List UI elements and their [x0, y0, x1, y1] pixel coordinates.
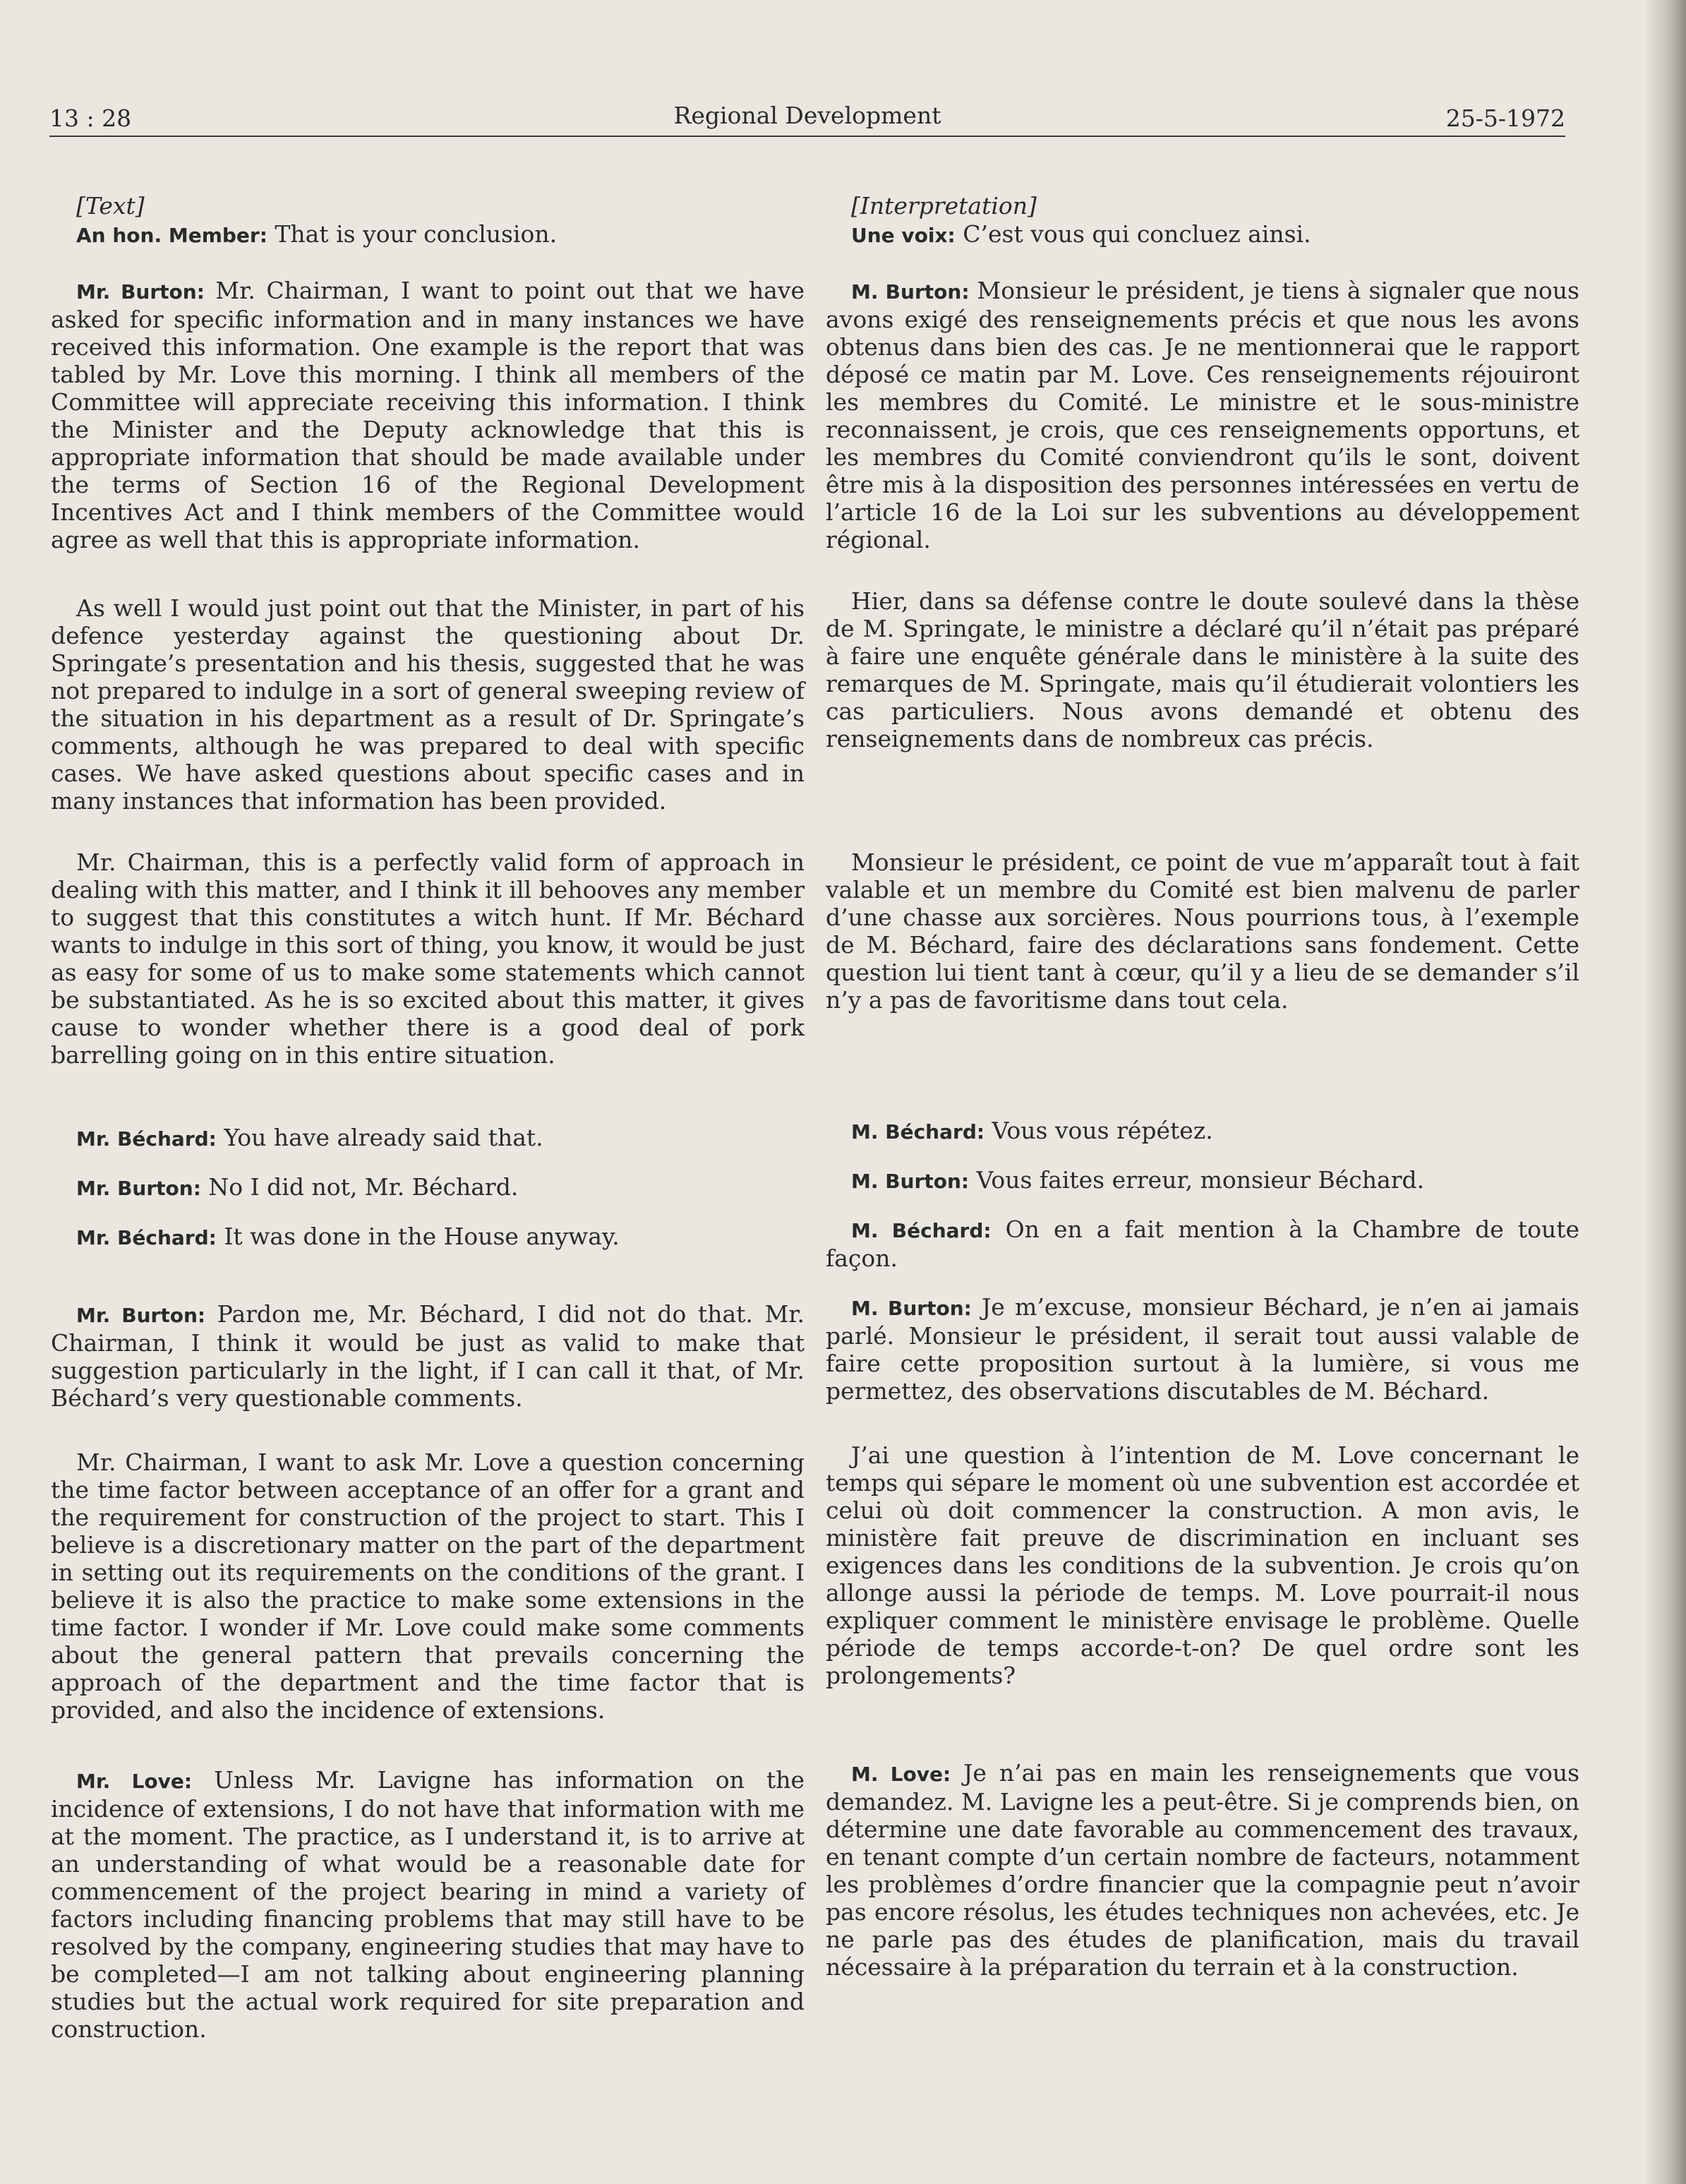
speaker-label: M. Burton: — [851, 280, 970, 304]
speech-text: C’est vous qui concluez ainsi. — [955, 220, 1311, 248]
french-marker-block — [826, 192, 1579, 220]
speaker-label: Mr. Burton: — [76, 280, 205, 304]
speaker-label: M. Burton: — [851, 1170, 970, 1193]
speaker-label: Mr. Burton: — [76, 1304, 206, 1327]
speech-text: Monsieur le président, je tiens à signaler que nous avons exigé des renseignements précis et que nous les avons obtenus dans bien des cas. Je ne mentionnerai que le rapport déposé ce matin par M. Love. Ces renseignements réjouiront les membres du Comité. Le ministre et le sous-ministre reconnaissent, je crois, que ces renseignements opportuns, et les membres du Comité conviendront qu’ils le sont, doivent être mis à la disposition des personnes intéressées en vertu de l’article 16 de la Loi sur les subventions au développement régional. — [826, 277, 1579, 553]
speaker-label: M. Love: — [851, 1763, 951, 1786]
french-paragraph-7 — [826, 1216, 1579, 1272]
page-binding-shadow — [1644, 0, 1686, 2184]
english-paragraph-1 — [51, 220, 805, 249]
french-section-marker: [Interpretation] — [851, 192, 1037, 220]
french-paragraph-6 — [826, 1166, 1579, 1195]
french-paragraph-5 — [826, 1117, 1579, 1146]
english-paragraph-2 — [51, 277, 805, 553]
speech-text: That is your conclusion. — [267, 220, 558, 248]
english-marker-block — [51, 192, 805, 220]
english-paragraph-4 — [51, 848, 805, 1069]
running-title: Regional Development — [673, 102, 941, 129]
english-section-marker: [Text] — [76, 192, 145, 220]
sitting-date: 25-5-1972 — [1445, 104, 1565, 132]
speech-text: Unless Mr. Lavigne has information on the incidence of extensions, I do not have that information with me at the moment. The practice, as I understand it, is to arrive at an understanding of what would be a reasonable date for commencement of the project bearing in mind a variety of factors including financing problems that may still have to be resolved by the company, engineering studies that may have to be completed—I am not talking about engineering planning studies but the actual work required for site preparation and construction. — [51, 1766, 805, 2043]
english-paragraph-10 — [51, 1766, 805, 2043]
speech-text: Je m’excuse, monsieur Béchard, je n’en ai jamais parlé. Monsieur le président, il serait tout aussi valable de faire cette proposition surtout à la lumière, si vous me permettez, des observations discutables de M. Béchard. — [826, 1293, 1579, 1405]
speaker-label: Mr. Béchard: — [76, 1127, 217, 1151]
english-paragraph-6 — [51, 1173, 805, 1202]
speaker-label: M. Burton: — [851, 1297, 972, 1320]
running-head — [49, 100, 1565, 137]
speech-text: Je n’ai pas en main les renseignements que vous demandez. M. Lavigne les a peut-être. Si je comprends bien, on détermine une date favorable au commencement des travaux, en tenant compte d’un certain nombre de facteurs, notamment les problèmes d’ordre financier que la compagnie peut n’avoir pas encore résolus, les études techniques non achevées, etc. Je ne parle pas des études de planification, mais du travail nécessaire à la préparation du terrain et à la construction. — [826, 1759, 1580, 1981]
speaker-label: M. Béchard: — [851, 1219, 992, 1242]
english-paragraph-7 — [51, 1223, 805, 1252]
french-paragraph-9 — [826, 1441, 1579, 1689]
french-paragraph-3 — [826, 587, 1579, 752]
speaker-label: M. Béchard: — [851, 1120, 985, 1144]
english-paragraph-3 — [51, 594, 805, 815]
speech-text: It was done in the House anyway. — [216, 1223, 620, 1250]
speech-text: Monsieur le président, ce point de vue m’apparaît tout à fait valable et un membre du Comité est bien malvenu de parler d’une chasse aux sorcières. Nous pourrions tous, à l’exemple de M. Béchard, faire des déclarations sans fondement. Cette question lui tient tant à cœur, qu’il y a lieu de se demander s’il n’y a pas de favoritisme dans tout cela. — [826, 848, 1579, 1014]
speech-text: You have already said that. — [216, 1124, 543, 1151]
speaker-label: An hon. Member: — [76, 224, 267, 247]
speech-text: Mr. Chairman, I want to ask Mr. Love a question concerning the time factor between acceptance of an offer for a grant and the requirement for construction of the project to start. This I believe is a discretionary matter on the part of the department in setting out its requirements on the conditions of the grant. I believe it is also the practice to make some extensions in the time factor. I wonder if Mr. Love could make some comments about the general pattern that prevails concerning the approach of the department and the time factor that is provided, and also the incidence of extensions. — [51, 1448, 805, 1724]
speech-text: Vous faites erreur, monsieur Béchard. — [969, 1166, 1425, 1194]
speech-text: J’ai une question à l’intention de M. Love concernant le temps qui sépare le moment où une subvention est accordée et celui où doit commencer la construction. A mon avis, le ministère fait preuve de discrimination en incluant ses exigences dans les conditions de la subvention. Je crois qu’on allonge aussi la période de temps. M. Love pourrait-il nous expliquer comment le ministère envisage le problème. Quelle période de temps accorde-t-on? De quel ordre sont les prolongements? — [826, 1441, 1579, 1689]
speaker-label: Mr. Love: — [76, 1770, 193, 1793]
french-paragraph-2 — [826, 277, 1579, 553]
speech-text: Mr. Chairman, I want to point out that we have asked for specific information and in many instances we have received this information. One example is the report that was tabled by Mr. Love this morning. I think all members of the Committee will appreciate receiving this information. I think the Minister and the Deputy acknowledge that this is appropriate information that should be made available under the terms of Section 16 of the Regional Development Incentives Act and I think members of the Committee would agree as well that this is appropriate information. — [51, 277, 805, 553]
french-paragraph-8 — [826, 1293, 1579, 1405]
french-paragraph-10 — [826, 1759, 1579, 1981]
page-number: 13 : 28 — [49, 104, 132, 132]
speaker-label: Une voix: — [851, 224, 956, 247]
english-paragraph-5 — [51, 1124, 805, 1153]
speech-text: Vous vous répétez. — [984, 1117, 1213, 1144]
speech-text: No I did not, Mr. Béchard. — [200, 1173, 519, 1201]
english-paragraph-9 — [51, 1448, 805, 1724]
french-paragraph-1 — [826, 220, 1579, 249]
speech-text: Mr. Chairman, this is a perfectly valid form of approach in dealing with this matter, and I think it ill behooves any member to suggest that this constitutes a witch hunt. If Mr. Béchard wants to indulge in this sort of thing, you know, it would be just as easy for some of us to make some statements which cannot be substantiated. As he is so excited about this matter, it gives cause to wonder whether there is a good deal of pork barrelling going on in this entire situation. — [51, 848, 805, 1069]
english-paragraph-8 — [51, 1300, 805, 1412]
speaker-label: Mr. Burton: — [76, 1177, 201, 1200]
speech-text: Hier, dans sa défense contre le doute soulevé dans la thèse de M. Springate, le ministre a déclaré qu’il n’était pas préparé à faire une enquête générale dans le ministère à la suite des remarques de M. Springate, mais qu’il étudierait volontiers les cas particuliers. Nous avons demandé et obtenu des renseignements dans de nombreux cas précis. — [826, 587, 1579, 752]
speaker-label: Mr. Béchard: — [76, 1226, 217, 1249]
french-paragraph-4 — [826, 848, 1579, 1014]
speech-text: On en a fait mention à la Chambre de toute façon. — [826, 1216, 1579, 1272]
speech-text: As well I would just point out that the Minister, in part of his defence yesterday against the questioning about Dr. Springate’s presentation and his thesis, suggested that he was not prepared to indulge in a sort of general sweeping review of the situation in his department as a result of Dr. Springate’s comments, although he was prepared to deal with specific cases. We have asked questions about specific cases and in many instances that information has been provided. — [51, 594, 805, 815]
speech-text: Pardon me, Mr. Béchard, I did not do that. Mr. Chairman, I think it would be just as valid to make that suggestion particularly in the light, if I can call it that, of Mr. Béchard’s very questionable comments. — [51, 1300, 805, 1412]
